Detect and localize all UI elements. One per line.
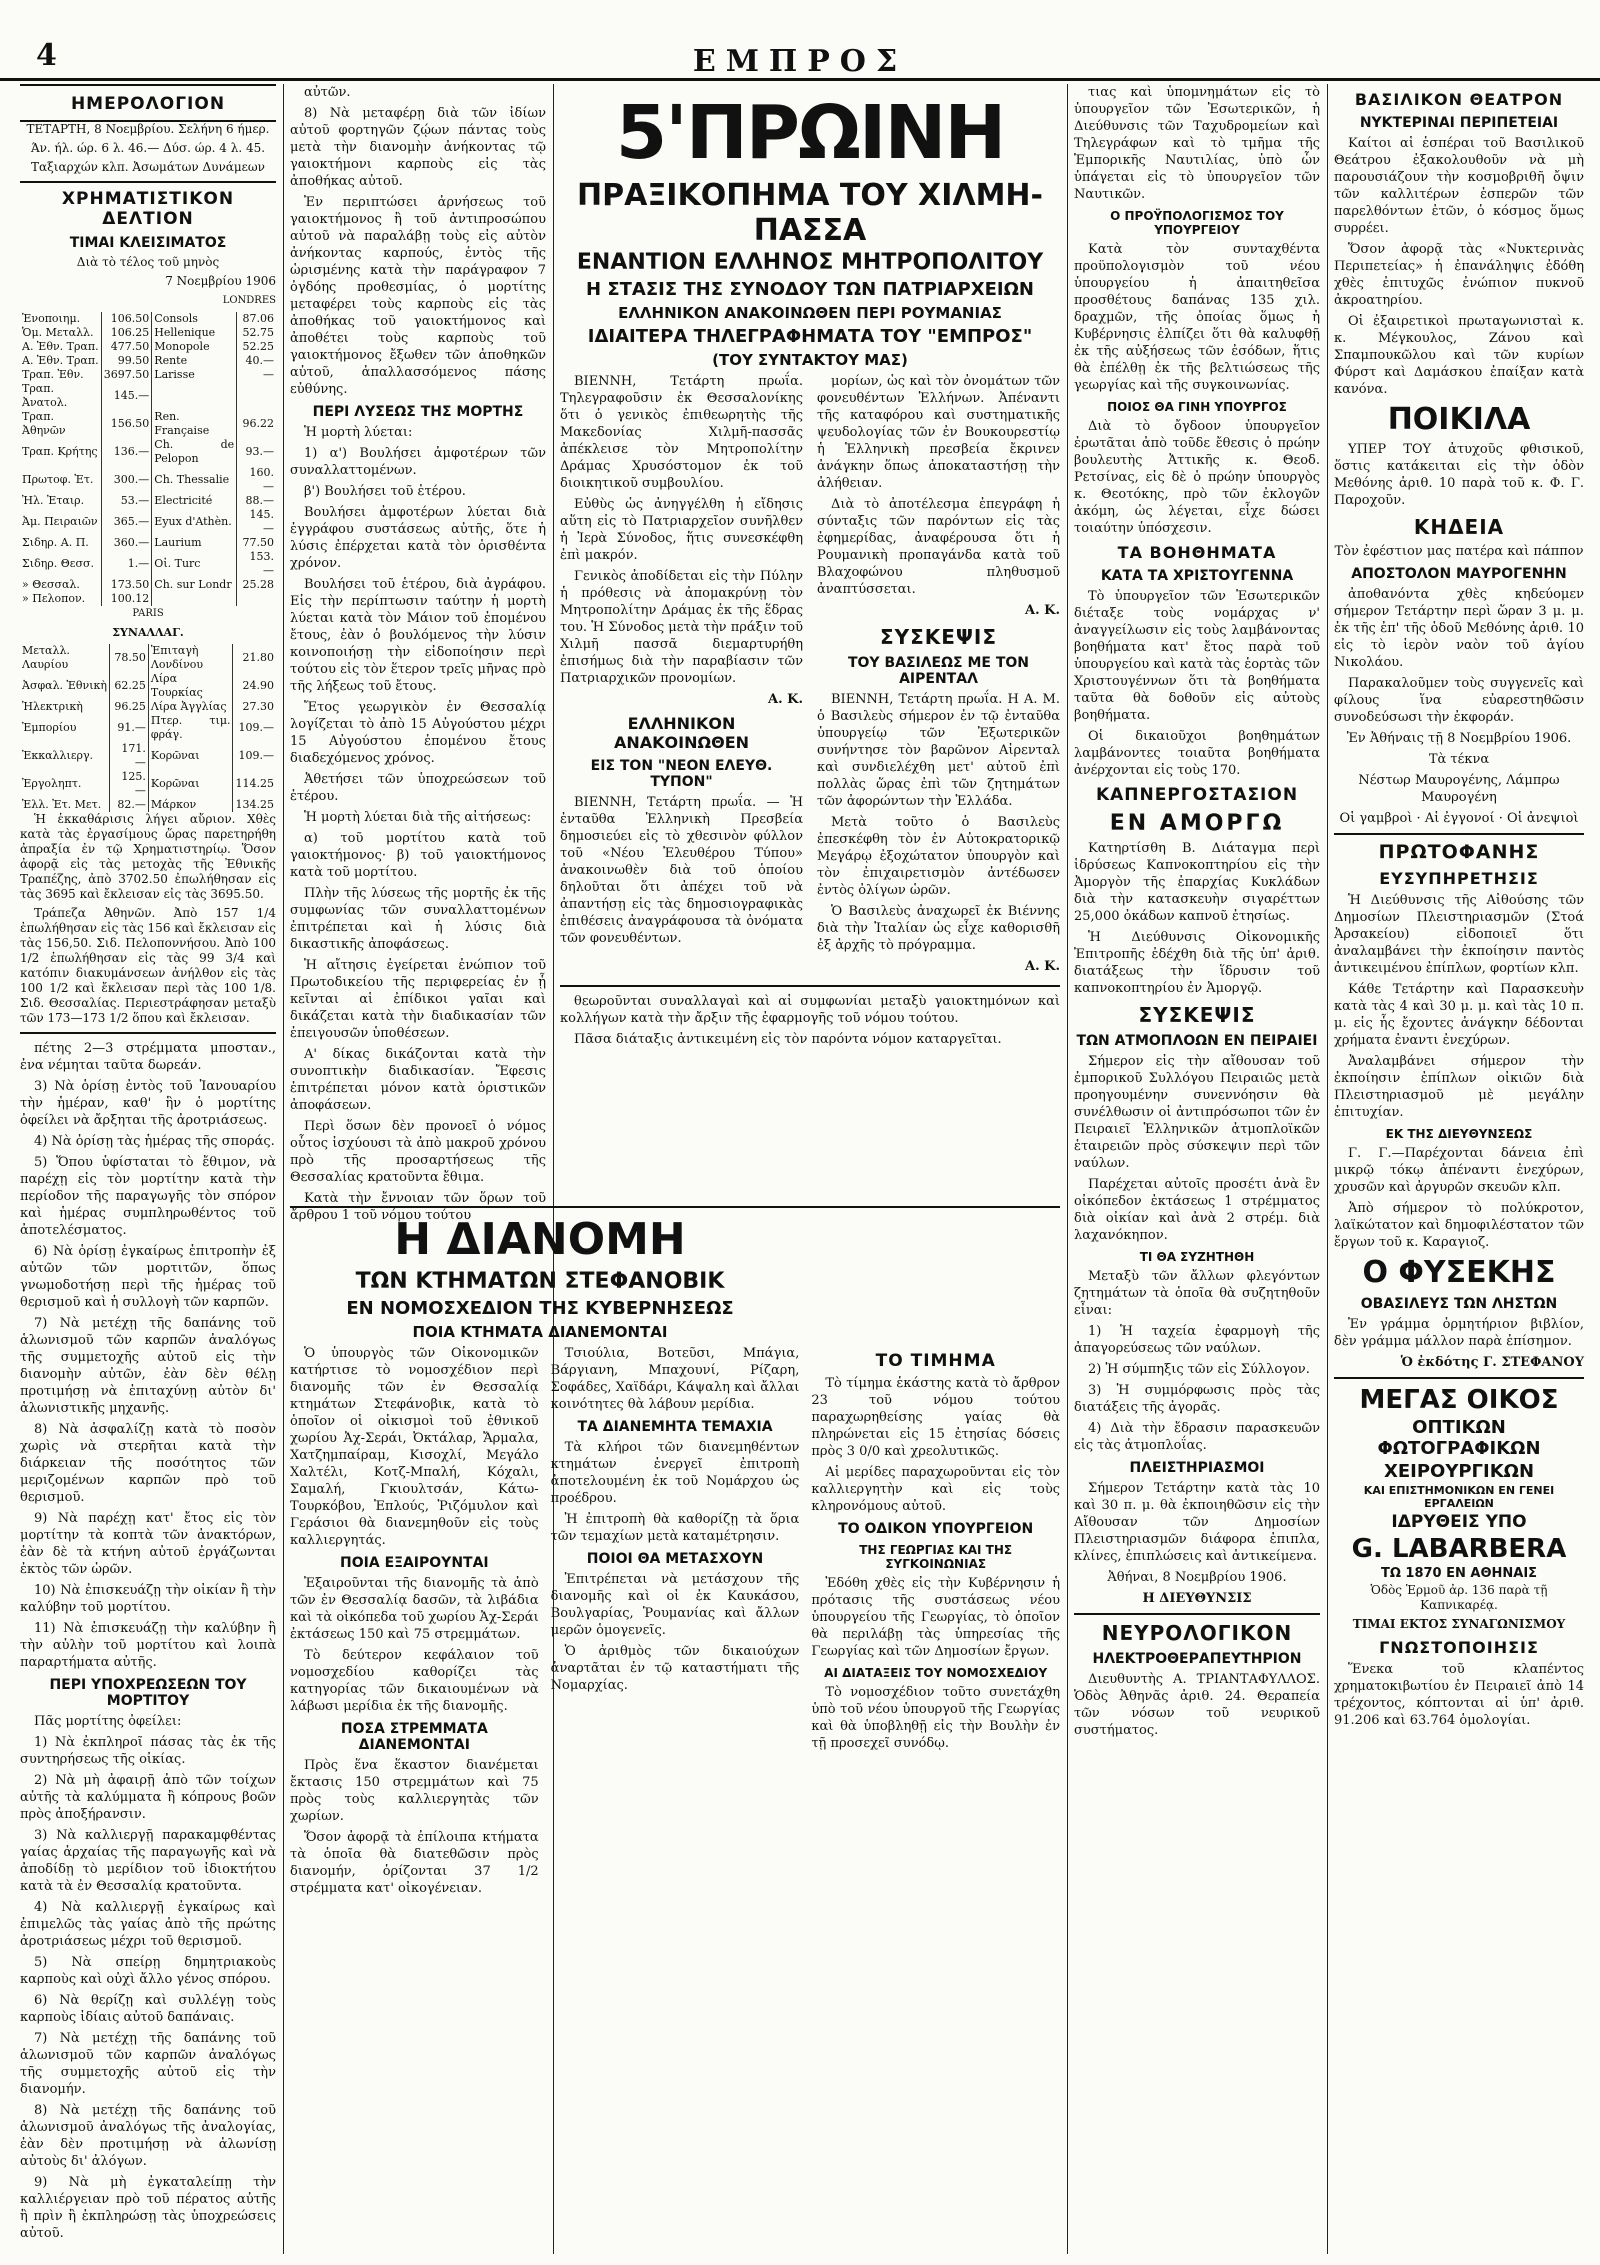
paragraph: τιας καὶ ὑπομνημάτων εἰς τὸ ὑπουργεῖον τῶν Ἐσωτερικῶν, ἡ Διεύθυνσις τῶν Ταχυδρομείων καὶ Τηλεγράφων καὶ τὸ τμῆμα τῆς Ἐμπορικῆς Ναυτιλίας, ὑπὸ ὧν ὑπάγεται εἰς τὸ ὑπουργεῖον τῶν Ναυτικῶν. bbox=[1074, 85, 1320, 202]
paragraph: 1) Νὰ ἐκπληροῖ πάσας τὰς ἐκ τῆς συντηρήσεως τῆς οἰκίας. bbox=[20, 1735, 276, 1767]
paragraph: ΒΙΕΝΝΗ, Τετάρτη πρωΐα. Η Α. Μ. ὁ Βασιλεὺς σήμερον ἐν τῷ ἐνταῦθα ὑπουργείῳ τῶν Ἐξωτερικῶν συνήντησε τὸν βαρῶνον Αἰρενταλ καὶ συνδιελέχθη μετ' αὐτοῦ ἐπὶ πολλὰς ὥρας ἐπὶ τῶν ζητημάτων τῶν ἀφορώντων τὴν Ἑλλάδα. bbox=[817, 692, 1060, 809]
table-cell: Ren. Française bbox=[152, 410, 237, 438]
table-cell: » Θεσσαλ. bbox=[22, 578, 80, 591]
paragraph: Κατὰ τὴν ἔννοιαν τῶν ὅρων τοῦ ἄρθρου 1 τοῦ νόμου τούτου bbox=[290, 1191, 546, 1223]
prices-date: 7 Νοεμβρίου 1906 bbox=[165, 274, 276, 288]
paragraph: Καίτοι αἱ ἑσπέραι τοῦ Βασιλικοῦ Θεάτρου ἐξακολουθοῦν νὰ μὴ παρουσιάζουν τὴν κοσμοβριθῆ ὄψιν τῶν καλλιτέρων ἑσπερῶν τῶν παρελθόντων ἐτῶν, ὁ κόσμος ὅμως συρρέει. bbox=[1334, 136, 1584, 236]
paragraph: Μετὰ τοῦτο ὁ Βασιλεὺς ἐπεσκέφθη τὸν ἐν Αὐτοκρατορικῷ Μεγάρῳ ἐξοχώτατον ὑπουργὸν καὶ τὸν ἐπιχαιρετισμὸν ἀντέδωσεν ἐντὸς ὀλίγων ὡρῶν. bbox=[817, 815, 1060, 898]
table-cell: 153.— bbox=[237, 550, 276, 578]
paragraph: Γενικὸς ἀποδίδεται εἰς τὴν Πύλην ἡ πρόθεσις νὰ ἀπομακρύνῃ τὸν Μητροπολίτην Δράμας ἐκ τῆς ἕδρας του. Ἡ Σύνοδος μετὰ τὴν πράξιν τοῦ Χιλμῆ πασσᾶ διεμαρτυρήθη ἐπισήμως διὰ τὴν παραβίασιν τῶν Πατριαρχικῶν προνομίων. bbox=[560, 569, 803, 686]
paragraph: Ὁ Βασιλεὺς ἀναχωρεῖ ἐκ Βιέννης διὰ τὴν Ἰταλίαν ὡς εἶχε καθορισθῆ ἐξ ἀρχῆς τὸ πρόγραμμα. bbox=[817, 904, 1060, 953]
lower-subheadline: ΤΩΝ ΚΤΗΜΑΤΩΝ ΣΤΕΦΑΝΟΒΙΚ bbox=[355, 1269, 725, 1294]
table-row bbox=[20, 742, 276, 770]
table-cell: Ὁμ. Μεταλλ. bbox=[22, 326, 94, 339]
paragraph: Βουλήσει τοῦ ἑτέρου, διὰ ἀγράφου. Εἰς τὴν περίπτωσιν ταύτην ἡ μορτὴ λύεται κατὰ τὸν Μάιον τοῦ ἐπομένου ἔτους, ἐὰν ὁ βουλόμενος τὴν λύσιν κοινοποιήσῃ τὴν εἰδοποίησιν περὶ τούτου εἰς τὸν ἕτερον τρεῖς μῆνας πρὸ τῆς λήξεως τοῦ ἔτους. bbox=[290, 577, 546, 694]
table-cell: Ἀσφαλ. Ἐθνικὴ bbox=[22, 679, 108, 692]
ad-title: ΝΕΥΡΟΛΟΓΙΚΟΝ bbox=[1101, 1621, 1293, 1645]
paragraph: 2) Νὰ μὴ ἀφαιρῇ ἀπὸ τῶν τοίχων αὐτῆς τὰ καλύμματα ἢ κόπρους βοῶν πρὸς ἀποξήρανσιν. bbox=[20, 1773, 276, 1822]
column-1 bbox=[20, 84, 276, 2254]
paragraph: Ἀναλαμβάνει σήμερον τὴν ἐκποίησιν ἐπίπλων οἰκιῶν διὰ Πλειστηριασμοῦ μὲ μεγάλην ἐπιτυχίαν. bbox=[1334, 1054, 1584, 1120]
paragraph: 2) Ἡ σύμπηξις τῶν εἰς Σύλλογον. bbox=[1088, 1362, 1310, 1377]
paragraph: ΥΠΕΡ ΤΟΥ ἀτυχοῦς φθισικοῦ, ὅστις κατάκειται εἰς τὴν ὁδὸν Μεθόνης ἀριθ. 10 παρὰ τοῦ κ. Φ. Γ. Παροχοῦν. bbox=[1334, 442, 1584, 508]
section-title: ΣΥΣΚΕΨΙΣ bbox=[879, 625, 998, 649]
paragraph: Σήμερον Τετάρτην κατὰ τὰς 10 καὶ 30 π. μ. θὰ ἐκποιηθῶσιν εἰς τὴν Αἴθουσαν τῶν Δημοσίων Πλειστηριασμῶν διάφορα ἐπιπλα, κλίνες, ἐπιπλώσεις καὶ ἀντικείμενα. bbox=[1074, 1481, 1320, 1564]
table-cell: 300.— bbox=[101, 466, 152, 494]
paragraph: 8) Νὰ μετέχῃ τῆς δαπάνης τοῦ ἁλωνισμοῦ ἀναλόγως τῆς ἀναλογίας, ἐὰν δὲν προτιμήσῃ νὰ ἁλωνίσῃ αὐτοὺς δι' ἀλόγων. bbox=[20, 2103, 276, 2169]
section-subtitle: ΕΝ ΑΜΟΡΓΩ bbox=[1109, 811, 1285, 836]
table-row bbox=[20, 466, 276, 494]
prices-table bbox=[20, 312, 276, 606]
paragraph: αὐτῶν. bbox=[304, 85, 351, 100]
section-title: ΤΑ ΒΟΗΘΗΜΑΤΑ bbox=[1117, 543, 1277, 562]
section-title: ΤΟ ΤΙΜΗΜΑ bbox=[875, 1351, 996, 1371]
table-cell: 106.25 bbox=[101, 326, 152, 340]
table-cell: Τραπ. Ἀνατολ. bbox=[22, 382, 68, 409]
section-title: ΠΟΙΚΙΛΑ bbox=[1387, 402, 1531, 437]
table-cell: 27.30 bbox=[233, 700, 276, 714]
paragraph: Ἐξαιροῦνται τῆς διανομῆς τὰ ἀπὸ τῶν ἐν Θεσσαλίᾳ δασῶν, τὰ λιβάδια καὶ τὰ οἰκόπεδα τοῦ χωρίου Ἀχ-Σεράι ἐκτάσεως 150 καὶ 75 στρεμμάτων. bbox=[290, 1576, 539, 1642]
table-cell: 1.— bbox=[101, 550, 152, 578]
table-cell: Σιδηρ. Α. Π. bbox=[22, 536, 89, 549]
table-cell: Ἑλλ. Ἐτ. Μετ. bbox=[22, 798, 102, 811]
table-cell: Monopole bbox=[152, 340, 237, 354]
table-cell: Α. Ἐθν. Τραπ. bbox=[22, 354, 99, 367]
paragraph: Ἀπὸ σήμερον τὸ πολύκροτον, λαϊκώτατον καὶ δημοφιλέστατον τῶν ἔργων τοῦ κ. Καραγιοζ. bbox=[1334, 1201, 1584, 1250]
paragraph: Τσιούλια, Βοτεῦσι, Μπάγια, Βάργιανη, Μπαχουνί, Ρίζαρη, Σοφάδες, Χαϊδάρι, Κάψαλη καὶ ἄλλαι κοινότητες θὰ λάβουν μερίδια. bbox=[550, 1346, 800, 1412]
table-cell: 134.25 bbox=[233, 798, 276, 812]
table-row bbox=[20, 700, 276, 714]
paragraph: ἀποθανόντα χθὲς κηδεύομεν σήμερον Τετάρτην περὶ ὥραν 3 μ. μ. ἐκ τῆς ἐπ' τῆς ὁδοῦ Μεθόνης ἀριθ. 10 εἰς τὸ ἱερὸν ναὸν τοῦ ἁγίου Νικολάου. bbox=[1334, 587, 1584, 670]
paragraph: Ὁ ἀριθμὸς τῶν δικαιούχων ἀναρτᾶται ἐν τῷ καταστήματι τῆς Νομαρχίας. bbox=[550, 1644, 800, 1693]
table-cell: Ἐπιταγὴ Λονδίνου bbox=[148, 644, 233, 672]
table-cell: 160.— bbox=[237, 466, 276, 494]
paragraph: 7) Νὰ μετέχῃ τῆς δαπάνης τοῦ ἁλωνισμοῦ τῶν καρπῶν ἀναλόγως τῆς συμμετοχῆς αὐτοῦ εἰς τὴν διανομὴν αὐτῶν, ἐὰν δὲν θέλῃ προτιμήσῃ νὰ ἐπιταχύνῃ αὐτὸν δι' ἁλωνιστικῆς μηχανῆς. bbox=[20, 1316, 276, 1416]
lead-story bbox=[560, 84, 1060, 1104]
table-cell: Ἠλ. Ἐταιρ. bbox=[22, 494, 85, 507]
table-cell: Eyux d'Athèn. bbox=[152, 508, 237, 536]
table-cell: Hellenique bbox=[152, 326, 237, 340]
lower-subheadline: ΠΟΙΑ ΚΤΗΜΑΤΑ ΔΙΑΝΕΜΟΝΤΑΙ bbox=[412, 1323, 668, 1341]
table-cell: Ἠλεκτρικὴ bbox=[22, 700, 83, 713]
section-title: ΤΑ ΔΙΑΝΕΜΗΤΑ ΤΕΜΑΧΙΑ bbox=[577, 1419, 773, 1435]
paragraph: Παρακαλοῦμεν τοὺς συγγενεῖς καὶ φίλους ἵνα εὐαρεστηθῶσιν συνοδεύσωσι τὴν ἐκφοράν. bbox=[1334, 676, 1584, 725]
paragraph: 4) Νὰ καλλιεργῇ ἐγκαίρως καὶ ἐπιμελῶς τὰς γαίας ἀπὸ τῆς πρώτης ἀροτριάσεως μέχρι τοῦ θερισμοῦ. bbox=[20, 1900, 276, 1949]
table-cell: 145.— bbox=[101, 382, 152, 410]
table-cell: 24.90 bbox=[233, 672, 276, 700]
table-cell: 78.50 bbox=[110, 644, 149, 672]
table-cell: 91.— bbox=[110, 714, 149, 742]
exchange-table bbox=[20, 644, 276, 812]
table-cell: 88.— bbox=[237, 494, 276, 508]
paragraph: Οἱ ἐξαιρετικοὶ πρωταγωνισταὶ κ. κ. Μέγκουλος, Ζάνου καὶ Σπαμπουκῶλου καὶ τῶν κυρίων Φύρστ καὶ Δαμάσκου ἐπαίξαν κατὰ κανόνα. bbox=[1334, 314, 1584, 397]
ad-title: G. LABARBERA bbox=[1351, 1534, 1567, 1564]
column-5 bbox=[1074, 84, 1320, 2254]
table-row bbox=[20, 340, 276, 354]
paragraph: 6) Νὰ θερίζῃ καὶ συλλέγῃ τοὺς καρποὺς ἰδίαις αὐτοῦ δαπάναις. bbox=[20, 1993, 276, 2025]
section-title: ΓΝΩΣΤΟΠΟΙΗΣΙΣ bbox=[1379, 1638, 1539, 1657]
paragraph: Ἐν περιπτώσει ἀρνήσεως τοῦ γαιοκτήμονος ἢ τοῦ ἀντιπροσώπου αὐτοῦ νὰ παραλάβῃ τοὺς εἰς αὐτὸν ἀνήκοντας καρπούς, ἐντὸς τῆς ὡρισμένης κατὰ τὴν παράγραφον 7 ὀγδόης προθεσμίας, ὁ μορτίτης μεταφέρει τοὺς καρποὺς εἰς τὰς ἀποθήκας τοῦ γαιοκτήμονος καὶ ἀποθέτει τοὺς καρποὺς τοῦ γαιοκτήμονος ἔξωθεν τῶν ἀποθηκῶν αὐτοῦ, ἀπαλλασσόμενος πάσης εὐθύνης. bbox=[290, 195, 546, 397]
table-cell: Ἐμπορίου bbox=[22, 721, 77, 734]
lead-byline: (ΤΟΥ ΣΥΝΤΑΚΤΟΥ ΜΑΣ) bbox=[712, 351, 908, 369]
paragraph: α) τοῦ μορτίτου κατὰ τοῦ γαιοκτήμονος· β) τοῦ γαιοκτήμονος κατὰ τοῦ μορτίτου. bbox=[290, 831, 546, 880]
table-row bbox=[20, 312, 276, 326]
column-rule bbox=[283, 84, 284, 2254]
paragraph: Αἱ μερίδες παραχωροῦνται εἰς τὸν καλλιεργητὴν καὶ εἰς τοὺς κληρονόμους αὐτοῦ. bbox=[811, 1465, 1061, 1514]
section-title: ΠΕΡΙ ΥΠΟΧΡΕΩΣΕΩΝ ΤΟΥ ΜΟΡΤΙΤΟΥ bbox=[49, 1677, 247, 1709]
prices-subtitle: Διὰ τὸ τέλος τοῦ μηνὸς bbox=[76, 255, 220, 269]
table-cell: Ἐκκαλλιεργ. bbox=[22, 749, 94, 762]
section-title: ΣΥΣΚΕΨΙΣ bbox=[1138, 1003, 1256, 1027]
paragraph: Α' δίκας δικάζονται κατὰ τὴν συνοπτικὴν διαδικασίαν. Ἔφεσις ἐπιτρέπεται μόνον κατὰ ὁριστικῶν ἀποφάσεων. bbox=[290, 1047, 546, 1113]
section-title: ΠΡΩΤΟΦΑΝΗΣ bbox=[1378, 841, 1540, 863]
table-cell: Τραπ. Κρήτης bbox=[22, 445, 98, 458]
exchange-title: ΧΡΗΜΑΤΙΣΤΙΚΟΝ ΔΕΛΤΙΟΝ bbox=[61, 189, 235, 229]
section-title: ΚΗΔΕΙΑ bbox=[1413, 515, 1505, 539]
table-cell: 156.50 bbox=[101, 410, 152, 438]
table-cell: 52.25 bbox=[237, 340, 276, 354]
section-title: ΠΟΣΑ ΣΤΡΕΜΜΑΤΑ ΔΙΑΝΕΜΟΝΤΑΙ bbox=[340, 1721, 488, 1753]
table-cell: 52.75 bbox=[237, 326, 276, 340]
table-cell: 93.— bbox=[237, 438, 276, 466]
paragraph: Κατὰ τὸν συνταχθέντα προϋπολογισμὸν τοῦ νέου ὑπουργείου ἡ ἀπαιτηθεῖσα προσθέτους δαπάνας 135 χιλ. δραχμῶν, τῆς ὁποίας ὅμως ἡ Κυβέρνησις ἐλπίζει ὅτι θὰ καλυφθῇ ἐκ τῆς αὐξήσεως τῶν ἐσόδων, ἥτις θὰ ἐπέλθῃ ἐκ τῆς βελτιώσεως τῆς γεωργίας καὶ τῆς συγκοινωνίας. bbox=[1074, 242, 1320, 393]
paragraph: μορίων, ὡς καὶ τὸν ὀνομάτων τῶν φονευθέντων Ἑλλήνων. Ἀπέναντι τῆς καταφόρου καὶ συστηματικῆς ψευδολογίας τῶν ἐν Βουκουρεστίῳ ἡ Ἑλληνικὴ πρεσβεία ἔκρινεν ἀνάγκην ὅπως ἀποκαταστήσῃ τὴν ἀλήθειαν. bbox=[817, 374, 1060, 491]
paragraph: Ἡ ἐπιτροπὴ θὰ καθορίζῃ τὰ ὅρια τῶν τεμαχίων μετὰ καταμέτρησιν. bbox=[550, 1512, 800, 1544]
paragraph: Ἡ μορτὴ λύεται διὰ τῆς αἰτήσεως: bbox=[304, 810, 532, 825]
table-cell: Πρωτοφ. Ἐτ. bbox=[22, 473, 94, 486]
paragraph: Πλὴν τῆς λύσεως τῆς μορτῆς ἐκ τῆς συμφωνίας τῶν συναλλαττομένων ἐπιτρέπεται καὶ ἡ λύσις διὰ δικαστικῆς ἀποφάσεως. bbox=[290, 886, 546, 952]
paragraph: θεωροῦνται συναλλαγαὶ καὶ αἱ συμφωνίαι μεταξὺ γαιοκτημόνων καὶ κολλήγων κατὰ τὴν ἄρξιν τῆς ἐφαρμογῆς τοῦ νόμου τούτου. bbox=[560, 994, 1060, 1026]
lead-subheadline: ΠΡΑΞΙΚΟΠΗΜΑ ΤΟΥ ΧΙΛΜΗ-ΠΑΣΣΑ bbox=[577, 178, 1043, 248]
exchange-note: Ἡ ἑκκαθάρισις λήγει αὔριον. Χθὲς κατὰ τὰς ἐργασίμους ὥρας παρετηρήθη ἀπραξία ἐν τῷ Χρηματιστηρίῳ. Ὅσον ἀφορᾷ εἰς τὰς μετοχὰς τῆς Ἐθνικῆς Τραπέζης, ἀπὸ 3702.50 ἐπωλήθησαν εἰς τὰς 3695 καὶ ἔκλεισαν εἰς τὰς 3695.50. bbox=[20, 812, 276, 901]
paragraph: Κατηρτίσθη Β. Διάταγμα περὶ ἱδρύσεως Καπνοκοπτηρίου εἰς τὴν Ἀμοργὸν τῆς ἐπαρχίας Κυκλάδων διὰ τὴν κατασκευὴν σιγαρέττων 25,000 ὀκάδων καπνοῦ ἐτησίως. bbox=[1074, 841, 1320, 924]
table-cell: 360.— bbox=[101, 536, 152, 550]
section-title: ΒΑΣΙΛΙΚΟΝ ΘΕΑΤΡΟΝ bbox=[1354, 90, 1564, 109]
ad-title: ΜΕΓΑΣ ΟΙΚΟΣ bbox=[1359, 1385, 1559, 1415]
lead-subheadline: ΙΔΙΑΙΤΕΡΑ ΤΗΛΕΓΡΑΦΗΜΑΤΑ ΤΟΥ "ΕΜΠΡΟΣ" bbox=[587, 326, 1033, 347]
table-cell: 100.12 bbox=[101, 592, 152, 606]
paragraph: Τὸ ὑπουργεῖον τῶν Ἐσωτερικῶν διέταξε τοὺς νομάρχας ν' ἀναγγείλωσιν εἰς τοὺς λαμβάνοντας βοηθήματα κατ' ἔτος παρὰ τοῦ ὑπουργείου καὶ κατὰ τὰς ἑορτὰς τῶν Χριστουγέννων ὅτι τὰ βοηθήματα ταῦτα θὰ δοθοῦν εἰς αὐτοὺς βοηθήματα. bbox=[1074, 589, 1320, 723]
section-title: ΚΑΠΝΕΡΓΟΣΤΑΣΙΟΝ bbox=[1095, 785, 1299, 805]
table-cell: Ch. sur Londr bbox=[152, 578, 237, 592]
paragraph: Πᾶσα διάταξις ἀντικειμένη εἰς τὸν παρόντα νόμον καταργεῖται. bbox=[574, 1032, 1002, 1047]
section-subtitle: ΤΩΝ ΑΤΜΟΠΛΟΩΝ ΕΝ ΠΕΙΡΑΙΕΙ bbox=[1076, 1033, 1318, 1049]
paragraph: Ὅσον ἀφορᾷ τὰς «Νυκτερινὰς Περιπετείας» ἡ ἐπανάληψις ἐδόθη χθὲς ἐπιτυχῶς ἐνώπιον πυκνοῦ ἀκροατηρίου. bbox=[1334, 242, 1584, 308]
ad-subtitle: ΗΛΕΚΤΡΟΘΕΡΑΠΕΥΤΗΡΙΟΝ bbox=[1092, 1651, 1302, 1667]
paragraph: 5) Ὅπου ὑφίσταται τὸ ἔθιμον, νὰ παρέχῃ εἰς τὸν μορτίτην κατὰ τὴν περίοδον τῆς παραγωγῆς τὸν σπόρον καὶ ἡμέρας συμπληρωθέντος τοῦ ἀποτελέσματος. bbox=[20, 1155, 276, 1238]
paragraph: Η ΔΙΕΥΘΥΝΣΙΣ bbox=[1142, 1591, 1252, 1606]
table-cell bbox=[152, 382, 237, 410]
paragraph: Ὁ ἐκδότης Γ. ΣΤΕΦΑΝΟΥ bbox=[1400, 1355, 1584, 1370]
table-cell: 106.50 bbox=[101, 312, 152, 326]
exchange-label: ΣΥΝΑΛΛΑΓ. bbox=[112, 626, 184, 639]
paragraph: 9) Νὰ μὴ ἐγκαταλείπῃ τὴν καλλιέργειαν πρὸ τοῦ πέρατος αὐτῆς ἢ πρὶν ἢ ἐκπληρώσῃ τὰς ὑποχρεώσεις αὐτοῦ. bbox=[20, 2175, 276, 2241]
table-cell: 3697.50 bbox=[101, 368, 152, 382]
table-cell: Μάρκον bbox=[148, 798, 233, 812]
paragraph: Μεταξὺ τῶν ἄλλων φλεγόντων ζητημάτων τὰ ὁποῖα θὰ συζητηθοῦν εἶναι: bbox=[1074, 1269, 1320, 1318]
paragraph: Σήμερον εἰς τὴν αἴθουσαν τοῦ ἐμπορικοῦ Συλλόγου Πειραιῶς μετὰ προηγουμένην συνεννόησιν θὰ συνέλθωσιν οἱ ἀντιπρόσωποι τῶν ἐν Πειραιεῖ Ἑλληνικῶν ἀτμοπλοϊκῶν ἑταιρειῶν πρὸς σύσκεψιν περὶ τῶν ναύλων. bbox=[1074, 1054, 1320, 1171]
table-row bbox=[20, 550, 276, 578]
paragraph: Εὐθὺς ὡς ἀνηγγέλθη ἡ εἴδησις αὕτη εἰς τὸ Πατριαρχεῖον συνῆλθεν ἡ Ἱερὰ Σύνοδος, ἥτις συνεσκέφθη ἐπὶ μακρόν. bbox=[560, 497, 803, 563]
paragraph: 3) Ἡ συμμόρφωσις πρὸς τὰς διατάξεις τῆς ἀγορᾶς. bbox=[1074, 1383, 1320, 1415]
table-row bbox=[20, 494, 276, 508]
paragraph: πέτης 2—3 στρέμματα μποσταν., ἐνα νέμηται ταῦτα δωρεάν. bbox=[20, 1041, 276, 1073]
paragraph: Ὁ ὑπουργὸς τῶν Οἰκονομικῶν κατήρτισε τὸ νομοσχέδιον περὶ διανομῆς τῶν ἐν Θεσσαλίᾳ κτημάτων Στεφάνοβικ, κατὰ τὸ ὁποῖον οἱ οἰκισμοὶ τοῦ ἐθνικοῦ χωρίου Ἀχ-Σεράι, Ὀκτάλαρ, Ἄρμαλα, Χατζημπαίραμ, Κισοχλί, Μεγάλο Χαλτέλι, Κοτζ-Μπαλή, Κόχαλι, Σαμαλή, Γκιουλτσάν, Κάτω-Τουρκόβου, Ἐπλούς, Ῥιζόμυλον καὶ Γεράσιοι θὰ διανεμηθοῦν εἰς τοὺς καλλιεργητάς. bbox=[290, 1346, 539, 1548]
ad-title: ΙΔΡΥΘΕΙΣ ΥΠΟ bbox=[1391, 1512, 1527, 1532]
table-cell: 136.— bbox=[101, 438, 152, 466]
table-row bbox=[20, 798, 276, 812]
signature: Α. Κ. bbox=[768, 692, 803, 707]
paragraph: Ἐπιτρέπεται νὰ μετάσχουν τῆς διανομῆς καὶ οἱ ἐκ Καυκάσου, Βουλγαρίας, Ῥουμανίας καὶ ἄλλων μερῶν ὁμογενεῖς. bbox=[550, 1572, 800, 1638]
table-cell: Larisse bbox=[152, 368, 237, 382]
table-cell: 114.25 bbox=[233, 770, 276, 798]
paragraph: ΒΙΕΝΝΗ, Τετάρτη πρωΐα. Τηλεγραφοῦσιν ἐκ Θεσσαλονίκης ὅτι ὁ γενικὸς ἐπιθεωρητὴς τῆς Μακεδονίας Χιλμῆ-πασσᾶς ἀπέκλεισε τὸν Μητροπολίτην Δράμας Χρυσόστομον ἐκ τοῦ διοικητικοῦ συμβουλίου. bbox=[560, 374, 803, 491]
table-cell: Κορῶναι bbox=[148, 770, 233, 798]
table-cell: Λίρα Τουρκίας bbox=[148, 672, 233, 700]
section-title: ΠΟΙΟΣ ΘΑ ΓΙΝΗ ΥΠΟΥΡΓΟΣ bbox=[1107, 400, 1287, 414]
table-cell: 173.50 bbox=[101, 578, 152, 592]
section-title: Ο ΠΡΟΫΠΟΛΟΓΙΣΜΟΣ ΤΟΥ ΥΠΟΥΡΓΕΙΟΥ bbox=[1110, 209, 1284, 237]
paragraph: 10) Νὰ ἐπισκευάζῃ τὴν οἰκίαν ἢ τὴν καλύβην τοῦ μορτίτου. bbox=[20, 1583, 276, 1615]
table-row bbox=[20, 382, 276, 410]
table-cell: Λίρα Ἀγγλίας bbox=[148, 700, 233, 714]
table-cell: 96.22 bbox=[237, 410, 276, 438]
section-subtitle: ΕΥΣΥΠΗΡΕΤΗΣΙΣ bbox=[1379, 869, 1539, 888]
table-cell bbox=[237, 382, 276, 410]
section-title: ΠΛΕΙΣΤΗΡΙΑΣΜΟΙ bbox=[1129, 1460, 1265, 1476]
table-row bbox=[20, 438, 276, 466]
column-6 bbox=[1334, 84, 1584, 2254]
calendar-line: ΤΕΤΑΡΤΗ, 8 Νοεμβρίου. Σελήνη 6 ήμερ. bbox=[26, 122, 270, 136]
signature: Α. Κ. bbox=[1025, 959, 1060, 974]
section-subtitle: ΤΟΥ ΒΑΣΙΛΕΩΣ ΜΕ ΤΟΝ ΑΙΡΕΝΤΑΛ bbox=[847, 655, 1029, 687]
signature: Α. Κ. bbox=[1025, 603, 1060, 618]
paragraph: Ὁδὸς Ἑρμοῦ ἀρ. 136 παρὰ τῇ Καπνικαρέᾳ. bbox=[1370, 1583, 1548, 1612]
paragraph: Τὸν ἐφέστιον μας πατέρα καὶ πάππον bbox=[1334, 544, 1584, 559]
table-row bbox=[20, 592, 276, 606]
paragraph: 3) Νὰ καλλιεργῇ παρακαμφθέντας γαίας ἀρχαίας τῆς παραγωγῆς καὶ νὰ ἀποδίδῃ τὸ μερίδιον τοῦ ἰδιοκτήτου κατὰ τὰ ἐν Θεσσαλίᾳ κρατοῦντα. bbox=[20, 1828, 276, 1894]
lead-subheadline: Η ΣΤΑΣΙΣ ΤΗΣ ΣΥΝΟΔΟΥ ΤΩΝ ΠΑΤΡΙΑΡΧΕΙΩΝ bbox=[586, 279, 1034, 300]
table-cell: Ἐνοποιημ. bbox=[22, 312, 81, 325]
paragraph: 3) Νὰ ὁρίσῃ ἐντὸς τοῦ Ἰανουαρίου τὴν ἡμέραν, καθ' ἣν ὁ μορτίτης ὀφείλει νὰ ἄρξηται τῆς ἀροτριάσεως. bbox=[20, 1079, 276, 1128]
paragraph: 4) Διὰ τὴν ἔδρασιν παρασκευῶν εἰς τὰς ἀτμοπλοΐας. bbox=[1074, 1421, 1320, 1453]
paragraph: Ἡ αἴτησις ἐγείρεται ἐνώπιον τοῦ Πρωτοδικείου τῆς περιφερείας ἐν ᾗ κεῖνται αἱ ἐπίδικοι γαῖαι καὶ δικάζεται κατὰ τὴν διαδικασίαν τῶν ἐπειγουσῶν ὑποθέσεων. bbox=[290, 958, 546, 1041]
table-cell: 62.25 bbox=[110, 672, 149, 700]
table-cell: 82.— bbox=[110, 798, 149, 812]
section-subtitle: ΝΥΚΤΕΡΙΝΑΙ ΠΕΡΙΠΕΤΕΙΑΙ bbox=[1359, 115, 1559, 131]
section-title: ΕΛΛΗΝΙΚΟΝ ΑΝΑΚΟΙΝΩΘΕΝ bbox=[613, 714, 750, 752]
paragraph: 8) Νὰ μεταφέρῃ διὰ τῶν ἰδίων αὐτοῦ φορτηγῶν ζῴων πάντας τοὺς μετὰ τὴν διανομὴν ἀνήκοντας τῷ γαιοκτήμονι καρποὺς εἰς τὰς ἀποθήκας αὐτοῦ. bbox=[290, 106, 546, 189]
paris-label: PARIS bbox=[132, 608, 164, 619]
lead-headline: 5'ΠΡΩΙΝΗ bbox=[615, 90, 1005, 176]
paragraph: 5) Νὰ σπείρῃ δημητριακοὺς καρποὺς καὶ οὐχὶ ἄλλο γένος σπόρου. bbox=[20, 1955, 276, 1987]
section-title: ΤΙ ΘΑ ΣΥΖΗΤΗΘΗ bbox=[1139, 1250, 1255, 1264]
table-cell: Electricité bbox=[152, 494, 237, 508]
table-cell: 25.28 bbox=[237, 578, 276, 592]
paragraph: Οἱ γαμβροὶ · Αἱ ἐγγονοί · Οἱ ἀνεψιοὶ bbox=[1339, 811, 1579, 826]
table-row bbox=[20, 644, 276, 672]
table-row bbox=[20, 354, 276, 368]
calendar-title: ΗΜΕΡΟΛΟΓΙΟΝ bbox=[70, 94, 226, 114]
london-label: LONDRES bbox=[222, 295, 276, 306]
paragraph: Ἀθετήσει τῶν ὑποχρεώσεων τοῦ ἑτέρου. bbox=[290, 772, 546, 804]
section-title: ΠΟΙΑ ΕΞΑΙΡΟΥΝΤΑΙ bbox=[340, 1555, 489, 1571]
section-title: ΕΚ ΤΗΣ ΔΙΕΥΘΥΝΣΕΩΣ bbox=[1385, 1127, 1533, 1141]
paragraph: 1) Ἡ ταχεία ἐφαρμογὴ τῆς ἀπαγορεύσεως τῶν ναύλων. bbox=[1074, 1324, 1320, 1356]
table-cell: Κορῶναι bbox=[148, 742, 233, 770]
table-cell: — bbox=[237, 368, 276, 382]
table-cell: Ἐργοληπτ. bbox=[22, 777, 82, 790]
table-cell: 109.— bbox=[233, 714, 276, 742]
table-cell: Τραπ. Ἀθηνῶν bbox=[22, 410, 66, 437]
lower-headline: Η ΔΙΑΝΟΜΗ bbox=[394, 1214, 686, 1265]
paragraph: Διὰ τὸ ὄγδοον ὑπουργεῖον ἐρωτᾶται ἀπὸ τοῦδε ἔθεσις ὁ πρώην βουλευτὴς Ἀττικῆς κ. Θεοδ. Ρετσίνας, εἰς δὲ ὁ πρώην ὑπουργὸς κ. Θεοτόκης, πρὸ τῶν ἐκλογῶν ἀκόμη, ὡς λέγεται, εἶχε δώσει τοιαύτην ὑπόσχεσιν. bbox=[1074, 419, 1320, 536]
lower-subheadline: ΕΝ ΝΟΜΟΣΧΕΔΙΟΝ ΤΗΣ ΚΥΒΕΡΝΗΣΕΩΣ bbox=[346, 1298, 734, 1319]
paragraph: Ἡ Διεύθυνσις τῆς Αἰθούσης τῶν Δημοσίων Πλειστηριασμῶν (Στοά Ἀρσακείου) εἰδοποιεῖ ὅτι ἀναλαμβάνει τὴν ἐκποίησιν παντὸς ἀντικειμένου ἐπίπλων, φορτίων κλπ. bbox=[1334, 893, 1584, 976]
table-cell: 96.25 bbox=[110, 700, 149, 714]
section-title: ΤΟ ΟΔΙΚΟΝ ΥΠΟΥΡΓΕΙΟΝ bbox=[838, 1521, 1034, 1537]
paragraph: Ἐν Ἀθήναις τῇ 8 Νοεμβρίου 1906. bbox=[1346, 731, 1572, 746]
paragraph: Παρέχεται αὐτοῖς προσέτι ἀνὰ ἓν οἰκόπεδον ἐκτάσεως 1 στρέμματος διὰ οἰκίαν καὶ ἀνὰ 2 στρέμ. διὰ λαχανόκηπον. bbox=[1074, 1177, 1320, 1243]
ad-title: ΚΑΙ ΕΠΙΣΤΗΜΟΝΙΚΩΝ ΕΝ ΓΕΝΕΙ ΕΡΓΑΛΕΙΩΝ bbox=[1363, 1484, 1555, 1510]
paragraph: Ἕνεκα τοῦ κλαπέντος χρηματοκιβωτίου ἐν Πειραιεῖ ἀπὸ 14 τρέχοντος, κόπτονται αἱ ὑπ' ἀριθ. 91.206 καὶ 63.764 ὁμολογίαι. bbox=[1334, 1662, 1584, 1728]
paragraph: Τὰ κλήροι τῶν διανεμηθέντων κτημάτων ἐνεργεῖ ἐπιτροπὴ ἀποτελουμένη ἐκ τοῦ Νομάρχου ὡς προέδρου. bbox=[550, 1440, 800, 1506]
ad-title: ΟΠΤΙΚΩΝ ΦΩΤΟΓΡΑΦΙΚΩΝ bbox=[1377, 1417, 1541, 1459]
table-row bbox=[20, 770, 276, 798]
table-cell: 21.80 bbox=[233, 644, 276, 672]
ad-subtitle: ΟΒΑΣΙΛΕΥΣ ΤΩΝ ΛΗΣΤΩΝ bbox=[1360, 1296, 1558, 1312]
table-cell: Ch. Thessalie bbox=[152, 466, 237, 494]
paragraph: Πᾶς μορτίτης ὀφείλει: bbox=[34, 1714, 182, 1729]
table-row bbox=[20, 410, 276, 438]
deceased-name: ΑΠΟΣΤΟΛΟΝ ΜΑΥΡΟΓΕΝΗΝ bbox=[1351, 566, 1567, 582]
section-title: ΠΕΡΙ ΛΥΣΕΩΣ ΤΗΣ ΜΟΡΤΗΣ bbox=[312, 404, 524, 420]
paragraph: Νέστωρ Μαυρογένης, Λάμπρω Μαυρογένη bbox=[1358, 773, 1560, 805]
lead-subheadline: ΕΛΛΗΝΙΚΟΝ ΑΝΑΚΟΙΝΩΘΕΝ ΠΕΡΙ ΡΟΥΜΑΝΙΑΣ bbox=[618, 304, 1002, 322]
newspaper-name: ΕΜΠΡΟΣ bbox=[692, 44, 908, 79]
column-2 bbox=[290, 84, 546, 1223]
table-row bbox=[20, 714, 276, 742]
paragraph: 8) Νὰ ἀσφαλίζῃ κατὰ τὸ ποσὸν χωρὶς νὰ στερῆται κατὰ τὴν διάρκειαν τῆς ποσότητος τῶν μεριζομένων καρπῶν πρὸ τοῦ θερισμοῦ. bbox=[20, 1422, 276, 1505]
table-cell: Τραπ. Ἐθν. bbox=[22, 368, 84, 381]
table-cell: Laurium bbox=[152, 536, 237, 550]
paragraph: Τὸ δεύτερον κεφάλαιον τοῦ νομοσχεδίου καθορίζει τὰς κατηγορίας τῶν δικαιουμένων νὰ λάβωσι μερίδια ἐκ τῆς διανομῆς. bbox=[290, 1648, 539, 1714]
section-subtitle: ΤΗΣ ΓΕΩΡΓΙΑΣ ΚΑΙ ΤΗΣ ΣΥΓΚΟΙΝΩΝΙΑΣ bbox=[859, 1543, 1013, 1571]
table-row bbox=[20, 368, 276, 382]
masthead bbox=[0, 0, 1600, 81]
table-cell: 87.06 bbox=[237, 312, 276, 326]
paragraph: Ὅσον ἀφορᾷ τὰ ἐπίλοιπα κτήματα τὰ ὁποῖα θὰ διατεθῶσιν πρὸς διανομήν, ὁρίζονται 37 1/2 στρέμματα κατ' οἰκογένειαν. bbox=[290, 1830, 539, 1896]
exchange-note: Τράπεζα Ἀθηνῶν. Ἀπὸ 157 1/4 ἐπωλήθησαν εἰς τὰς 156 καὶ ἔκλεισαν εἰς τὰς 156,50. Σιδ. Πελοποννήσου. Ἀπὸ 100 1/2 ἐπωλήθησαν εἰς τὰς 99 3/4 καὶ κατόπιν διακυμάνσεων ἀνήλθον εἰς τὰς 100 1/2 καὶ ἔκλεισαν περὶ τὰς 100 1/8. Σιδ. Θεσσαλίας. Περιεστράφησαν μεταξὺ τῶν 173—173 1/2 ὅπου καὶ ἔκλεισαν. bbox=[20, 906, 276, 1025]
paragraph: Γ. Γ.—Παρέχονται δάνεια ἐπὶ μικρῷ τόκῳ ἀπέναντι ἐνεχύρων, χρυσῶν καὶ ἀργυρῶν σκευῶν κλπ. bbox=[1334, 1146, 1584, 1195]
paragraph: Διὰ τὸ ἀποτέλεσμα ἐπεγράφη ἡ σύνταξις τῶν παρόντων εἰς τὰς ἐφημερίδας, ἀναφέρουσα ὅτι ἡ Ρουμανικὴ προπαγάνδα κατὰ τοῦ Βλαχοφώνου πληθυσμοῦ ἀναπτύσσεται. bbox=[817, 497, 1060, 597]
paragraph: Ἀθήναι, 8 Νοεμβρίου 1906. bbox=[1107, 1570, 1287, 1585]
table-cell: 477.50 bbox=[101, 340, 152, 354]
table-row bbox=[20, 578, 276, 592]
section-title: ΑΙ ΔΙΑΤΑΞΕΙΣ ΤΟΥ ΝΟΜΟΣΧΕΔΙΟΥ bbox=[824, 1666, 1048, 1680]
table-cell: 171.— bbox=[110, 742, 149, 770]
section-subtitle: ΕΙΣ ΤΟΝ "ΝΕΟΝ ΕΛΕΥΘ. ΤΥΠΟΝ" bbox=[590, 758, 773, 790]
page-number: 4 bbox=[36, 38, 57, 73]
paragraph: 9) Νὰ παρέχῃ κατ' ἔτος εἰς τὸν μορτίτην τὰ κοπτὰ τῶν ἀνακτόρων, ἐὰν δὲ τὰ κτήνη αὐτοῦ ἐργάζωνται ἐκτὸς τῶν ὡρῶν. bbox=[20, 1511, 276, 1577]
table-cell: Οἰ. Turc bbox=[152, 550, 237, 578]
paragraph: Ἡ Διεύθυνσις Οἰκονομικῆς Ἐπιτροπῆς ἐδέχθη διὰ τῆς ὑπ' ἀριθ. διατάξεως τὴν ἵδρυσιν τοῦ καπνοκοπτηρίου ἐν Ἀμοργῷ. bbox=[1074, 930, 1320, 996]
table-cell: 77.50 bbox=[237, 536, 276, 550]
table-cell: Rente bbox=[152, 354, 237, 368]
paragraph: Πρὸς ἕνα ἕκαστον διανέμεται ἔκτασις 150 στρεμμάτων καὶ 75 πρὸς τοὺς καλλιεργητὰς τῶν χωρίων. bbox=[290, 1758, 539, 1824]
table-row bbox=[20, 508, 276, 536]
table-cell: 40.— bbox=[237, 354, 276, 368]
section-subtitle: ΚΑΤΑ ΤΑ ΧΡΙΣΤΟΥΓΕΝΝΑ bbox=[1100, 568, 1294, 584]
paragraph: 4) Νὰ ὁρίσῃ τὰς ἡμέρας τῆς σποράς. bbox=[34, 1134, 275, 1149]
paragraph: Κάθε Τετάρτην καὶ Παρασκευὴν κατὰ τὰς 4 καὶ 30 μ. μ. καὶ τὰς 10 π. μ. εἰς ἧς ἔχοντες ἀνάγκην δέδονται χρήματα ἐναντι ἐνεχύρων. bbox=[1334, 982, 1584, 1048]
paragraph: ΤΙΜΑΙ ΕΚΤΟΣ ΣΥΝΑΓΩΝΙΣΜΟΥ bbox=[1352, 1617, 1566, 1631]
table-cell: 53.— bbox=[101, 494, 152, 508]
table-cell: Α. Ἐθν. Τραπ. bbox=[22, 340, 99, 353]
table-cell: Μεταλλ. Λαυρίου bbox=[22, 644, 70, 671]
paragraph: Διευθυντὴς Α. ΤΡΙΑΝΤΑΦΥΛΛΟΣ. Ὁδὸς Ἀθηνᾶς ἀριθ. 24. Θεραπεία τῶν νόσων τοῦ νευρικοῦ συστήματος. bbox=[1074, 1672, 1320, 1738]
table-cell: 365.— bbox=[101, 508, 152, 536]
table-cell bbox=[152, 592, 237, 606]
paragraph: β') Βουλήσει τοῦ ἑτέρου. bbox=[304, 484, 466, 499]
prices-title: ΤΙΜΑΙ ΚΛΕΙΣΙΜΑΤΟΣ bbox=[69, 235, 227, 251]
table-cell: Σιδηρ. Θεσσ. bbox=[22, 557, 94, 570]
table-cell: Ch. de Pelopon bbox=[152, 438, 237, 466]
ad-title: ΤΩ 1870 ΕΝ ΑΘΗΝΑΙΣ bbox=[1380, 1566, 1538, 1581]
paragraph: Τὸ τίμημα ἑκάστης κατὰ τὸ ἄρθρον 23 τοῦ νόμου τούτου παραχωρηθείσης γαίας θὰ πληρώνεται εἰς 15 ἐτησίας δόσεις πρὸς 3 0/0 καὶ χρεολυτικῶς. bbox=[811, 1376, 1061, 1459]
column-rule bbox=[1067, 84, 1068, 2254]
ad-title: Ο ΦΥΣΕΚΗΣ bbox=[1362, 1255, 1556, 1290]
paragraph: Περὶ ὅσων δὲν προνοεῖ ὁ νόμος οὗτος ἰσχύουσι τὰ ἀπὸ μακροῦ χρόνου πρὸ τῆς προσαρτήσεως τῆς Θεσσαλίας κρατοῦντα ἔθιμα. bbox=[290, 1119, 546, 1185]
paragraph: 7) Νὰ μετέχῃ τῆς δαπάνης τοῦ ἁλωνισμοῦ τῶν καρπῶν ἀναλόγως τῆς συμμετοχῆς αὐτοῦ εἰς τὴν διανομήν. bbox=[20, 2031, 276, 2097]
paragraph: Τὸ νομοσχέδιον τοῦτο συνετάχθη ὑπὸ τοῦ νέου ὑπουργοῦ τῆς Γεωργίας καὶ θὰ ὑποβληθῇ εἰς τὴν Βουλὴν ἐν τῇ προσεχεῖ συνόδῳ. bbox=[811, 1685, 1061, 1751]
table-row bbox=[20, 672, 276, 700]
paragraph: 6) Νὰ ὁρίσῃ ἐγκαίρως ἐπιτροπὴν ἐξ αὐτῶν τῶν μορτιτῶν, ὅπως γνωμοδοτήσῃ περὶ τῆς ἡμέρας τοῦ θερισμοῦ καὶ ἡ συλλογὴ τῶν καρπῶν. bbox=[20, 1244, 276, 1310]
paragraph: Τὰ τέκνα bbox=[1428, 752, 1490, 767]
table-cell: 145.— bbox=[237, 508, 276, 536]
section-title: ΠΟΙΟΙ ΘΑ ΜΕΤΑΣΧΟΥΝ bbox=[586, 1551, 764, 1567]
paragraph: Ἐν γράμμα ὁρμητήριον βιβλίον, δὲν γράμμα μάλλον παρὰ ἐπίσημον. bbox=[1334, 1317, 1584, 1349]
column-rule bbox=[1327, 84, 1328, 2254]
paragraph: Ἔτος γεωργικὸν ἐν Θεσσαλίᾳ λογίζεται τὸ ἀπὸ 15 Αὐγούστου μέχρι 15 Αὐγούστου ἐπομένου ἔτους διαδεχόμενος χρόνος. bbox=[290, 700, 546, 766]
table-cell: » Πελοπον. bbox=[22, 592, 86, 605]
ad-title: ΧΕΙΡΟΥΡΓΙΚΩΝ bbox=[1383, 1461, 1535, 1482]
calendar-line: Ταξιαρχών κλπ. Ἀσωμάτων Δυνάμεων bbox=[31, 160, 265, 174]
table-cell: 99.50 bbox=[101, 354, 152, 368]
table-cell: Consols bbox=[152, 312, 237, 326]
lower-story bbox=[290, 1200, 1060, 2260]
table-cell bbox=[237, 592, 276, 606]
paragraph: 11) Νὰ ἐπισκευάζῃ τὴν καλύβην ἢ τὴν αὐλὴν τοῦ μορτίτου καὶ λοιπὰ παραρτήματα αὐτῆς. bbox=[20, 1621, 276, 1670]
lead-subheadline: ΕΝΑΝΤΙΟΝ ΕΛΛΗΝΟΣ ΜΗΤΡΟΠΟΛΙΤΟΥ bbox=[576, 250, 1044, 275]
paragraph: ΒΙΕΝΝΗ, Τετάρτη πρωΐα. — Ἡ ἐνταῦθα Ἑλληνικὴ Πρεσβεία δημοσιεύει εἰς τὸ χθεσινὸν φύλλον τοῦ «Νέου Ἐλευθέρου Τύπου» ἀνακοινωθὲν διὰ τοῦ ὁποίου δηλοῦται ὅτι ἀπέχει τοῦ νὰ ἀπαντήσῃ εἰς τὰς δημοσιογραφικὰς ἐπιθέσεις ἀναγράφουσα τὰ ὀνόματα τῶν φονευθέντων. bbox=[560, 795, 803, 946]
paragraph: Ἐδόθη χθὲς εἰς τὴν Κυβέρνησιν ἡ πρότασις τῆς συστάσεως νέου ὑπουργείου τῆς Γεωργίας, τὸ ὁποῖον θὰ περιλάβῃ τὰς ὑπηρεσίας τῆς Γεωργίας καὶ τῶν Δημοσίων ἔργων. bbox=[811, 1576, 1061, 1659]
paragraph: Ἡ μορτὴ λύεται: bbox=[304, 425, 413, 440]
table-cell: 109.— bbox=[233, 742, 276, 770]
table-row bbox=[20, 536, 276, 550]
table-cell: Πτερ. τιμ. φράγ. bbox=[148, 714, 233, 742]
paragraph: Οἱ δικαιοῦχοι βοηθημάτων λαμβάνοντες τοιαῦτα βοηθήματα ἀνέρχονται εἰς τοὺς 170. bbox=[1074, 729, 1320, 778]
table-row bbox=[20, 326, 276, 340]
paragraph: Βουλήσει ἀμφοτέρων λύεται διὰ ἐγγράφου συστάσεως αὐτῆς, ὅτε ἡ λύσις ἐπέρχεται κατὰ τὸν ὁρισθέντα χρόνον. bbox=[290, 505, 546, 571]
paragraph: 1) α') Βουλήσει ἀμφοτέρων τῶν συναλλαττομένων. bbox=[290, 446, 546, 478]
calendar-line: Άν. ήλ. ώρ. 6 λ. 46.— Δύσ. ώρ. 4 λ. 45. bbox=[30, 141, 266, 155]
table-cell: Ἀμ. Πειραιῶν bbox=[22, 515, 98, 528]
table-cell: 125.— bbox=[110, 770, 149, 798]
